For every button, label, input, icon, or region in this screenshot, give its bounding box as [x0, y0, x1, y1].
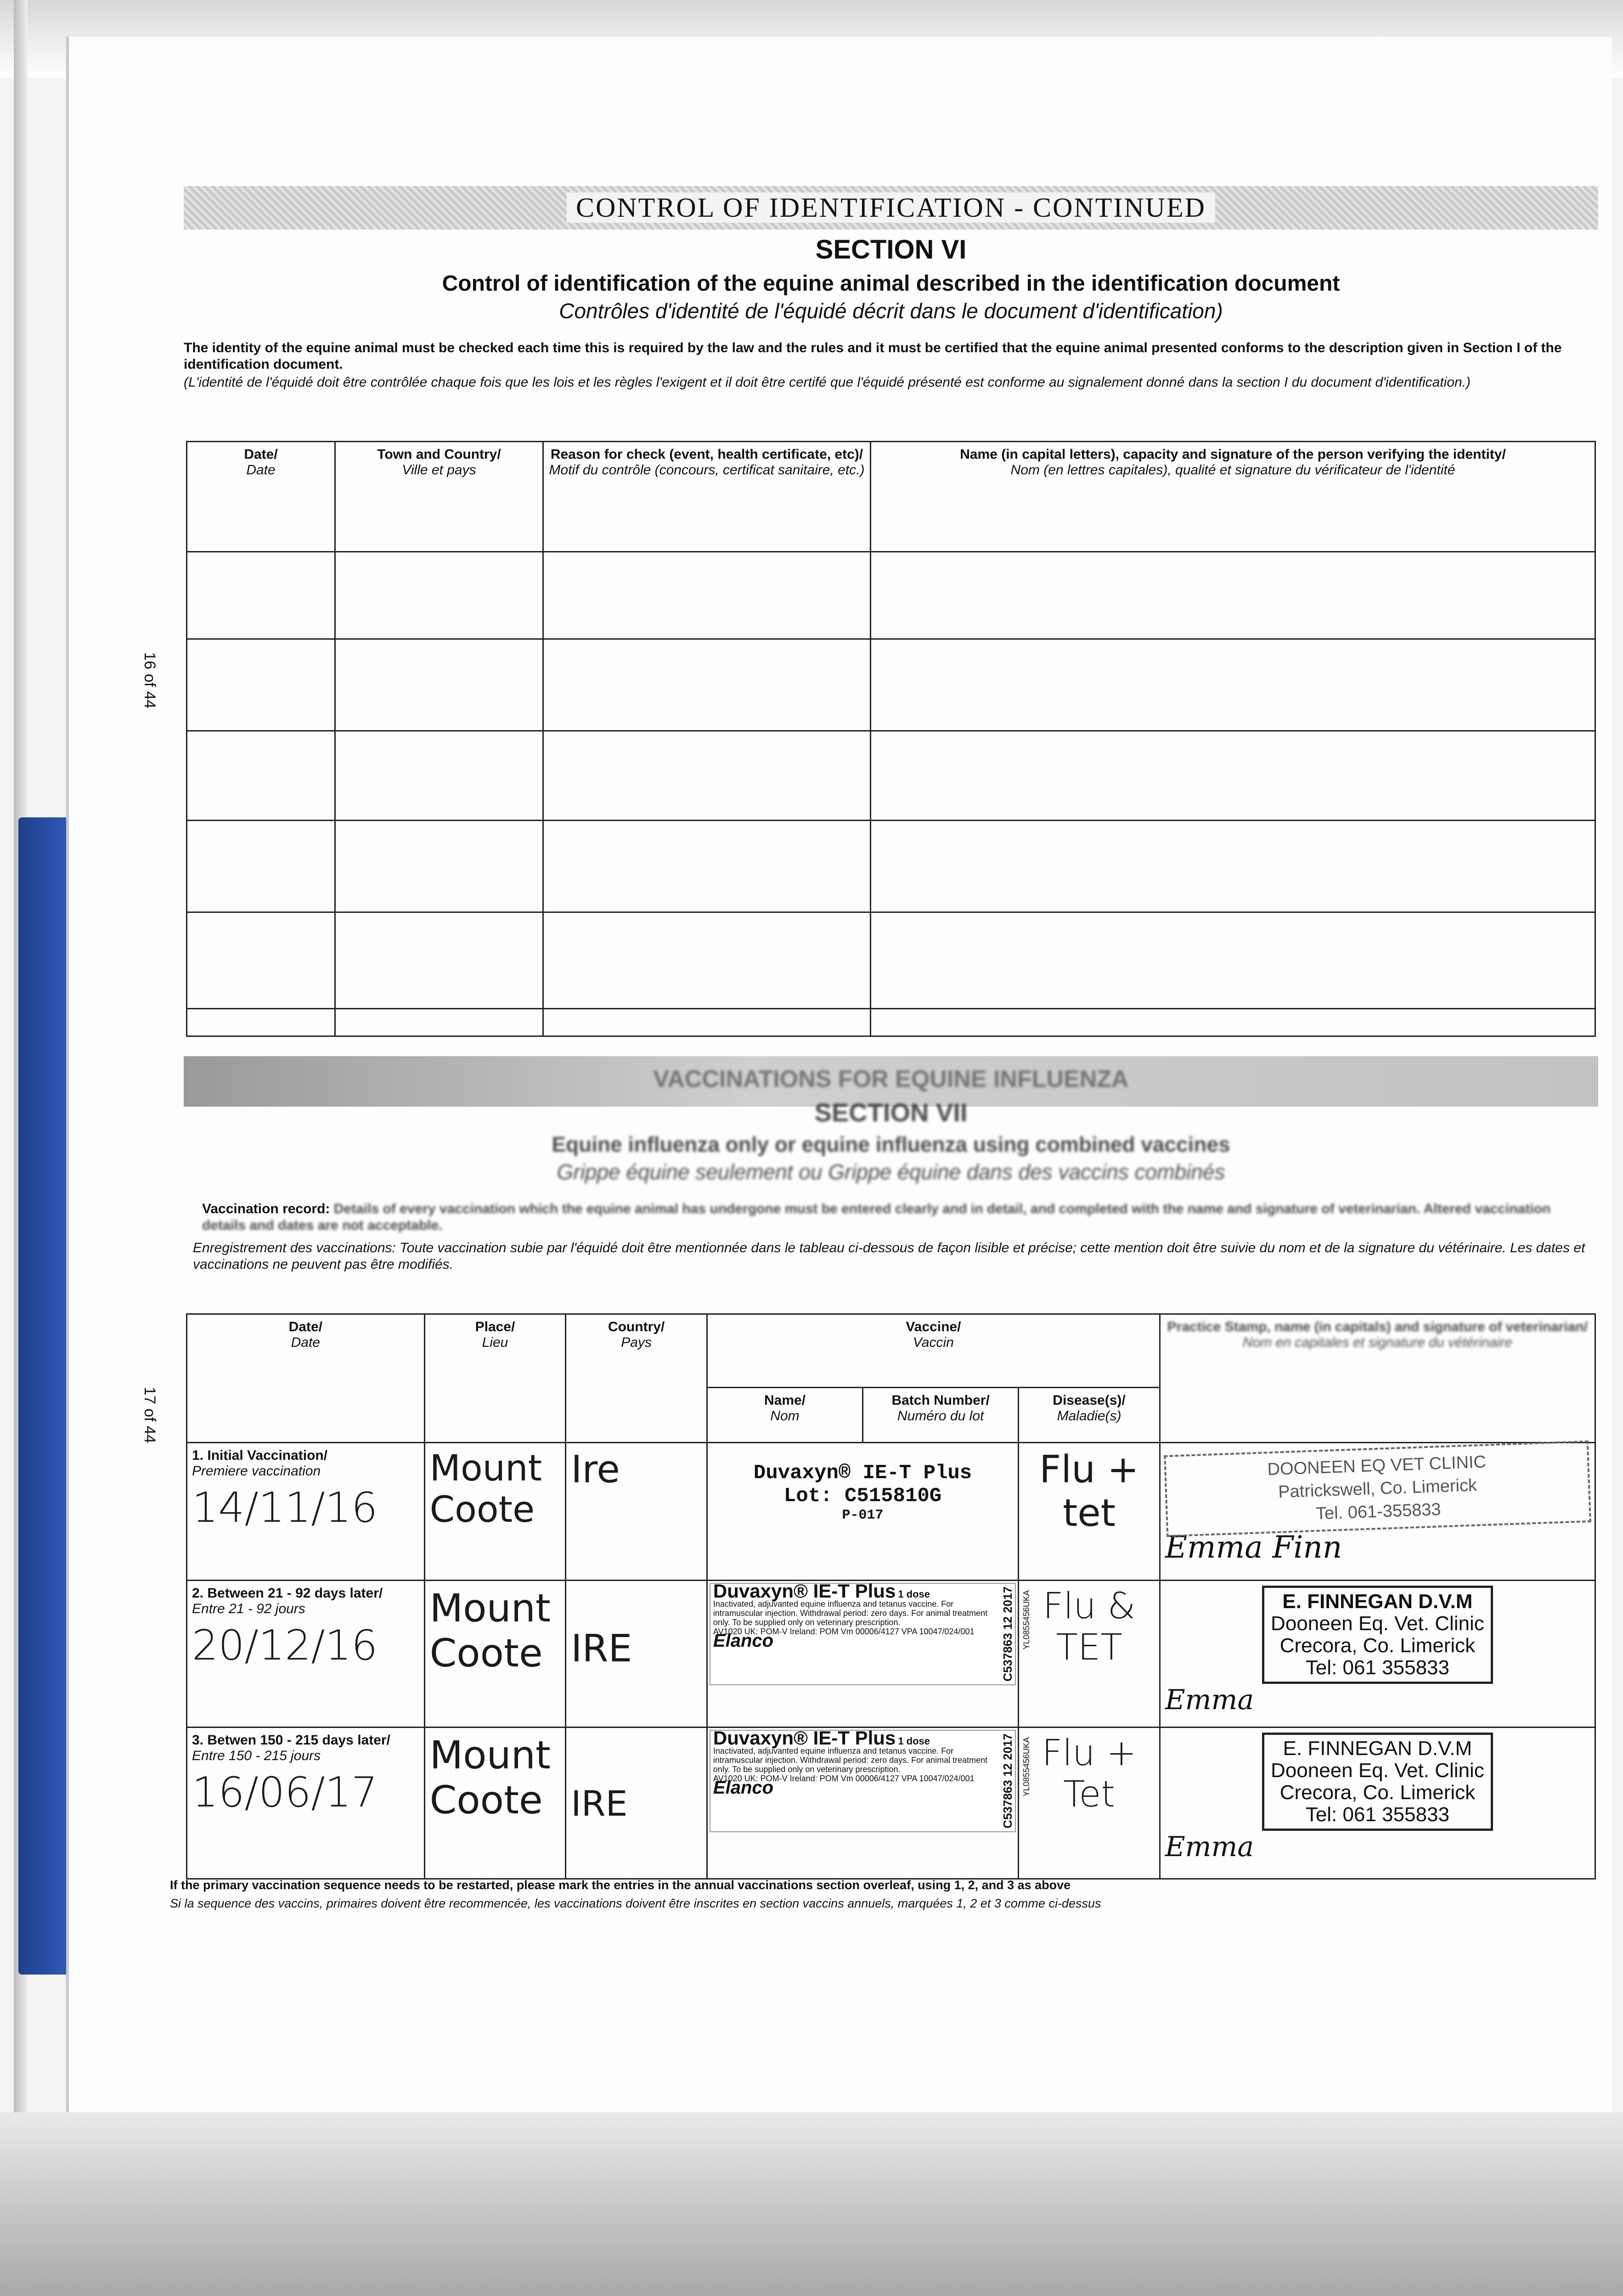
country-handwritten: IRE: [566, 1728, 707, 1879]
vaccination-row-1: 1. Initial Vaccination/ Premiere vaccination 14/11/16 Mount Coote Ire Duvaxyn® IE-T Plus Lot: C515810G P-017 Flu + tet DOONEEN EQ VET CLINIC Patrickswell, Co. Limerick Tel. 061-355833 Emma Finn: [187, 1443, 1595, 1581]
page-number-upper: 16 of 44: [141, 652, 158, 709]
country-handwritten: Ire: [566, 1443, 707, 1581]
col-disease: Disease(s)/ Maladie(s): [1019, 1388, 1160, 1443]
vaccine-label: Duvaxyn® IE-T Plus 1 dose Inactivated, adjuvanted equine influenza and tetanus vaccine. For intramuscular injection. Withdrawal period: zero days. For animal treatment only. To be supplied only on veterinary prescription. AV1020 UK: POM-V Ireland: POM Vm 00006/4127 VPA 10047/024/001 Elanco C537863 12 2017: [707, 1728, 1018, 1879]
section6-heading-en: Control of identification of the equine animal described in the identification document: [442, 271, 1340, 296]
col-verifier: Name (in capital letters), capacity and signature of the person verifying the identity/ Nom (en lettres capitales), qualité et signature du vérificateur de l'identité: [871, 442, 1595, 552]
disease-handwritten: Flu + Tet: [1042, 1733, 1137, 1815]
table-row: [187, 1009, 1595, 1036]
date-handwritten: 16/06/17: [192, 1768, 378, 1817]
table-row: [187, 639, 1595, 731]
col-date: Date/ Date: [187, 1314, 425, 1443]
vet-stamp: E. FINNEGAN D.V.M Dooneen Eq. Vet. Clinic Crecora, Co. Limerick Tel: 061 355833: [1262, 1733, 1493, 1831]
footnote-en: If the primary vaccination sequence needs to be restarted, please mark the entries in the annual vaccinations section overleaf, using 1, 2, and 3 as above: [170, 1878, 1071, 1892]
vaccine-label: Duvaxyn® IE-T Plus 1 dose Inactivated, adjuvanted equine influenza and tetanus vaccine. For intramuscular injection. Withdrawal period: zero days. For animal treatment only. To be supplied only on veterinary prescription. AV1020 UK: POM-V Ireland: POM Vm 00006/4127 VPA 10047/024/001 Elanco C537863 12 2017: [707, 1581, 1018, 1728]
col-vaccine-name: Name/ Nom: [707, 1388, 862, 1443]
col-vaccine: Vaccine/ Vaccin: [707, 1314, 1160, 1388]
vaccination-record-en: Vaccination record: Details of every vaccination which the equine animal has undergone must be entered clearly and in detail, and completed with the name and signature of veterinarian. Altered vaccination details and dates are not acceptable.: [202, 1201, 1551, 1233]
scan-bottom-shadow: [0, 2112, 1623, 2296]
vet-signature: Emma: [1165, 1684, 1254, 1716]
vaccination-row-2: 2. Between 21 - 92 days later/ Entre 21 - 92 jours 20/12/16 Mount Coote IRE Duvaxyn® IE-T Plus 1 dose Inactivated, adjuvanted equine influenza and tetanus vaccine. For intramuscular injection. Withdrawal period: zero days. For animal treatment only. To be supplied only on veterinary prescription. AV1020 UK: POM-V Ireland: POM Vm 00006/4127 VPA 10047/024/001 Elanco C537863 12 2017 YL0855456UKA Flu & TET E. FINNEGAN D.V.M Dooneen Eq. Vet. Clinic Crecora, Co. Limerick Tel: 061 355833 Emma: [187, 1581, 1595, 1728]
vaccination-row-3: 3. Betwen 150 - 215 days later/ Entre 150 - 215 jours 16/06/17 Mount Coote IRE Duvaxyn® IE-T Plus 1 dose Inactivated, adjuvanted equine influenza and tetanus vaccine. For intramuscular injection. Withdrawal period: zero days. For animal treatment only. To be supplied only on veterinary prescription. AV1020 UK: POM-V Ireland: POM Vm 00006/4127 VPA 10047/024/001 Elanco C537863 12 2017 YL0855456UKA Flu + Tet E. FINNEGAN D.V.M Dooneen Eq. Vet. Clinic Crecora, Co. Limerick Tel: 061 355833 Emma: [187, 1728, 1595, 1879]
clinic-stamp: DOONEEN EQ VET CLINIC Patrickswell, Co. Limerick Tel. 061-355833: [1164, 1441, 1591, 1537]
place-handwritten: Mount Coote: [424, 1728, 566, 1879]
col-date: Date/ Date: [187, 442, 335, 552]
place-handwritten: Mount Coote: [424, 1581, 566, 1728]
col-batch: Batch Number/ Numéro du lot: [863, 1388, 1019, 1443]
country-handwritten: IRE: [566, 1581, 707, 1728]
col-stamp: Practice Stamp, name (in capitals) and signature of veterinarian/ Nom en capitales et signature du vétérinaire: [1160, 1314, 1595, 1443]
section6-banner: CONTROL OF IDENTIFICATION - CONTINUED: [184, 186, 1598, 230]
footnote-fr: Si la sequence des vaccins, primaires doivent être recommencée, les vaccinations doivent être inscrites en section vaccins annuels, marquées 1, 2 et 3 comme ci-dessus: [170, 1896, 1101, 1910]
col-reason: Reason for check (event, health certificate, etc)/ Motif du contrôle (concours, certificat sanitaire, etc.): [543, 442, 871, 552]
date-handwritten: 20/12/16: [192, 1621, 378, 1670]
vaccine-stamp: Duvaxyn® IE-T Plus Lot: C515810G P-017: [707, 1443, 1018, 1581]
section7-title: SECTION VII: [814, 1098, 968, 1127]
table-row: [187, 821, 1595, 912]
vaccination-header-row: [187, 1314, 1595, 1388]
section7-heading-en: Equine influenza only or equine influenza using combined vaccines: [552, 1132, 1230, 1156]
blue-binder-tab: [18, 817, 69, 1975]
col-country: Country/ Pays: [566, 1314, 707, 1443]
table-row: [187, 552, 1595, 639]
identity-check-table: [186, 441, 1596, 1037]
section7-banner: VACCINATIONS FOR EQUINE INFLUENZA: [653, 1066, 1129, 1092]
col-town-country: Town and Country/ Ville et pays: [335, 442, 543, 552]
vet-stamp: E. FINNEGAN D.V.M Dooneen Eq. Vet. Clinic Crecora, Co. Limerick Tel: 061 355833: [1262, 1586, 1493, 1684]
disease-handwritten: Flu & TET: [1043, 1586, 1136, 1668]
table-header-row: [187, 442, 1595, 552]
page-number-lower: 17 of 44: [141, 1387, 158, 1443]
vet-signature: Emma Finn: [1165, 1530, 1342, 1565]
disease-handwritten: Flu + tet: [1019, 1443, 1160, 1581]
section6-title: SECTION VI: [815, 235, 967, 264]
section7-heading-fr: Grippe équine seulement ou Grippe équine dans des vaccins combinés: [557, 1160, 1225, 1184]
vaccination-table: [186, 1313, 1596, 1880]
table-row: [187, 912, 1595, 1009]
section6-instructions-fr: (L'identité de l'équidé doit être contrôlée chaque fois que les lois et les règles l'exigent et il doit être certifé que l'équidé présenté est conforme au signalement donné dans la section I du document d'identification.): [184, 375, 1471, 390]
col-place: Place/ Lieu: [424, 1314, 566, 1443]
practice-stamp-1: [1160, 1443, 1595, 1581]
section6-instructions-en: The identity of the equine animal must be checked each time this is required by the law and the rules and it must be certified that the equine animal presented conforms to the description given in Section I of the identification document.: [184, 340, 1562, 372]
place-handwritten: Mount Coote: [424, 1443, 566, 1581]
vet-signature: Emma: [1165, 1831, 1254, 1863]
date-handwritten: 14/11/16: [192, 1484, 378, 1532]
section6-heading-fr: Contrôles d'identité de l'équidé décrit dans le document d'identification): [559, 299, 1223, 323]
vaccination-record-fr: Enregistrement des vaccinations: Toute vaccination subie par l'équidé doit être mentionnée dans le tableau ci-dessous de façon lisible et précise; cette mention doit être suivie du nom et de la signature du vétérinaire. Les dates et vaccinations ne peuvent pas être modifiés.: [193, 1240, 1585, 1272]
table-row: [187, 731, 1595, 821]
practice-stamp-3: [1160, 1728, 1595, 1879]
practice-stamp-2: [1160, 1581, 1595, 1728]
